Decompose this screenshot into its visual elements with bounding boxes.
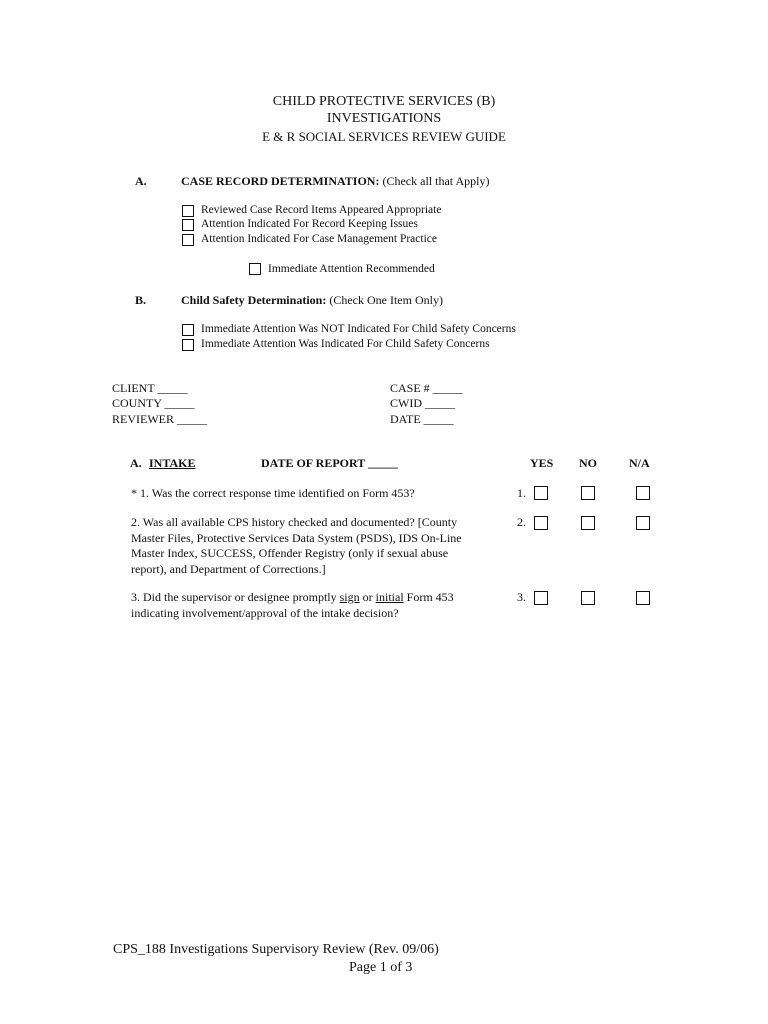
section-b-letter: B.	[135, 293, 147, 307]
option-immediate-attention: Immediate Attention Recommended	[268, 263, 435, 275]
field-county[interactable]: COUNTY _____	[112, 396, 195, 410]
question-2-text	[131, 515, 462, 577]
question-2-line-3: Master Index, SUCCESS, Offender Registry (only if sexual abuse	[131, 546, 449, 560]
question-2-no-checkbox[interactable]	[581, 516, 595, 530]
question-3-suffix: Form 453	[403, 590, 454, 604]
section-b-header	[181, 293, 443, 308]
intake-letter: A.	[130, 456, 142, 470]
checkbox-safety-indicated[interactable]	[182, 339, 194, 351]
question-1-yes-checkbox[interactable]	[534, 486, 548, 500]
section-a-header	[181, 174, 489, 189]
question-3-text	[131, 590, 454, 621]
question-3-na-checkbox[interactable]	[636, 591, 650, 605]
question-3-number: 3.	[517, 590, 526, 604]
option-case-management: Attention Indicated For Case Management Practice	[201, 233, 437, 245]
checkbox-record-keeping[interactable]	[182, 219, 194, 231]
question-3-sign: sign	[339, 590, 360, 604]
question-2-na-checkbox[interactable]	[636, 516, 650, 530]
question-3-line-2: indicating involvement/approval of the intake decision?	[131, 605, 399, 620]
column-no: NO	[579, 456, 597, 470]
footer-page-number: Page 1 of 3	[349, 960, 413, 975]
question-1-line: * 1. Was the correct response time identified on Form 453?	[131, 486, 415, 500]
field-reviewer[interactable]: REVIEWER _____	[112, 412, 207, 426]
field-cwid[interactable]: CWID _____	[390, 396, 455, 410]
question-1-no-checkbox[interactable]	[581, 486, 595, 500]
question-2-line-1: 2. Was all available CPS history checked and documented? [County	[131, 515, 458, 529]
question-1-text	[131, 486, 415, 502]
section-b-heading: Child Safety Determination:	[181, 293, 327, 307]
question-3-line-1	[131, 590, 454, 606]
column-yes: YES	[530, 456, 554, 470]
question-2-line-2: Master Files, Protective Services Data System (PSDS), IDS On-Line	[131, 530, 462, 545]
title-line-3: E & R SOCIAL SERVICES REVIEW GUIDE	[262, 129, 506, 144]
intake-title: INTAKE	[149, 456, 196, 470]
option-safety-indicated: Immediate Attention Was Indicated For Child Safety Concerns	[201, 338, 490, 350]
option-reviewed-appropriate: Reviewed Case Record Items Appeared Appropriate	[201, 204, 442, 216]
question-3-initial: initial	[375, 590, 404, 604]
date-of-report-field[interactable]: DATE OF REPORT _____	[261, 456, 399, 470]
checkbox-immediate-attention[interactable]	[249, 263, 261, 275]
section-a-instruction: (Check all that Apply)	[382, 174, 490, 188]
checkbox-case-management[interactable]	[182, 234, 194, 246]
checkbox-reviewed-appropriate[interactable]	[182, 205, 194, 217]
field-date[interactable]: DATE _____	[390, 412, 454, 426]
question-2-yes-checkbox[interactable]	[534, 516, 548, 530]
question-3-yes-checkbox[interactable]	[534, 591, 548, 605]
field-case-number[interactable]: CASE # _____	[390, 381, 463, 395]
section-a-letter: A.	[135, 174, 147, 188]
title-line-1: CHILD PROTECTIVE SERVICES (B)	[272, 94, 496, 109]
section-a-heading: CASE RECORD DETERMINATION:	[181, 174, 380, 188]
question-1-number: 1.	[517, 486, 526, 500]
footer-form-title: CPS_188 Investigations Supervisory Review (Rev. 09/06)	[113, 942, 439, 957]
checkbox-safety-not-indicated[interactable]	[182, 324, 194, 336]
column-na: N/A	[629, 456, 650, 470]
option-record-keeping: Attention Indicated For Record Keeping Issues	[201, 218, 418, 230]
question-3-no-checkbox[interactable]	[581, 591, 595, 605]
question-3-or: or	[359, 590, 376, 604]
field-client[interactable]: CLIENT _____	[112, 381, 188, 395]
option-safety-not-indicated: Immediate Attention Was NOT Indicated For Child Safety Concerns	[201, 323, 516, 335]
question-2-number: 2.	[517, 515, 526, 529]
question-2-line-4: report), and Department of Corrections.]	[131, 561, 326, 576]
title-line-2: INVESTIGATIONS	[326, 111, 442, 126]
question-3-prefix: 3. Did the supervisor or designee promptly	[131, 590, 340, 604]
question-1-na-checkbox[interactable]	[636, 486, 650, 500]
section-b-instruction: (Check One Item Only)	[329, 293, 443, 307]
